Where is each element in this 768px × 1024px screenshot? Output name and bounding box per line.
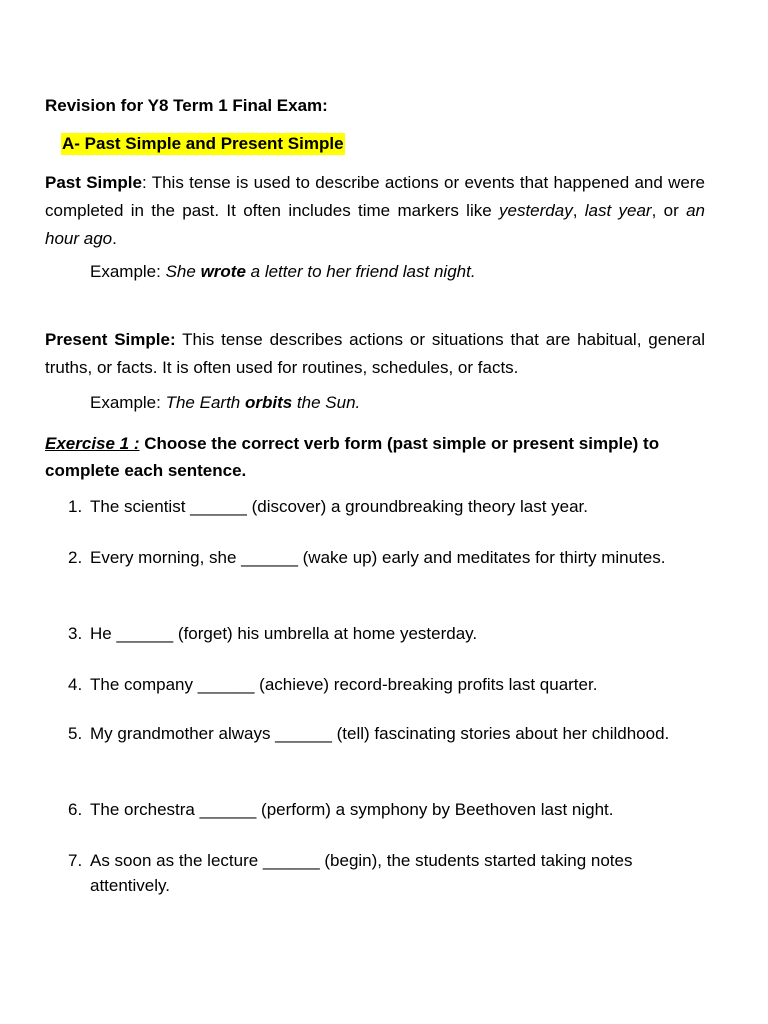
period: . — [112, 229, 117, 248]
present-simple-definition — [45, 326, 705, 382]
definition-text: This tense describes actions or situations that are habitual, general truths, or facts. It is often used for routines, schedules, or facts. — [45, 330, 705, 377]
present-simple-example — [90, 393, 360, 413]
document-title: Revision for Y8 Term 1 Final Exam: — [45, 96, 328, 115]
past-simple-term: Past Simple — [45, 173, 142, 192]
exercise-item — [68, 721, 688, 746]
section-heading: A- Past Simple and Present Simple — [62, 134, 344, 153]
item-number: 7. — [68, 851, 83, 870]
exercise-label: Exercise 1 : — [45, 434, 140, 453]
item-text: As soon as the lecture ______ (begin), the students started taking notes attentively. — [90, 851, 633, 895]
item-number: 1. — [68, 497, 83, 516]
exercise-item — [68, 848, 688, 898]
example-verb: wrote — [200, 262, 246, 281]
item-number: 3. — [68, 624, 83, 643]
item-text: The orchestra ______ (perform) a symphony by Beethoven last night. — [90, 800, 614, 819]
exercise-item — [68, 672, 688, 697]
example-text: The Earth — [165, 393, 245, 412]
example-verb: orbits — [244, 393, 293, 412]
present-simple-term: Present Simple: — [45, 330, 176, 349]
exercise-instructions — [45, 430, 705, 484]
item-number: 4. — [68, 675, 83, 694]
past-simple-example — [90, 262, 476, 282]
item-number: 6. — [68, 800, 83, 819]
time-marker: yesterday — [499, 201, 573, 220]
time-marker: an hour ago — [45, 201, 706, 248]
separator: , or — [651, 201, 687, 220]
time-marker: last year — [584, 201, 652, 220]
item-text: The company ______ (achieve) record-breaking profits last quarter. — [90, 675, 598, 694]
exercise-instruction-text: Choose the correct verb form (past simple or present simple) to complete each sentence. — [45, 434, 660, 480]
exercise-item — [68, 545, 688, 570]
definition-text: This tense is used to describe actions or events that happened and were completed in the past. It often includes time markers like — [45, 173, 706, 220]
example-text: a letter to her friend last night. — [245, 262, 476, 281]
item-text: The scientist ______ (discover) a groundbreaking theory last year. — [90, 497, 588, 516]
example-text: She — [165, 262, 201, 281]
colon: : — [141, 173, 147, 192]
item-number: 5. — [68, 724, 83, 743]
past-simple-definition — [45, 169, 705, 253]
item-text: Every morning, she ______ (wake up) early and meditates for thirty minutes. — [90, 548, 666, 567]
exercise-item — [68, 621, 688, 646]
separator: , — [572, 201, 585, 220]
item-number: 2. — [68, 548, 83, 567]
exercise-item — [68, 494, 688, 519]
item-text: My grandmother always ______ (tell) fascinating stories about her childhood. — [90, 724, 670, 743]
exercise-item — [68, 797, 688, 822]
example-text: the Sun. — [292, 393, 361, 412]
item-text: He ______ (forget) his umbrella at home yesterday. — [90, 624, 478, 643]
example-label: Example: — [90, 393, 166, 412]
example-label: Example: — [90, 262, 166, 281]
